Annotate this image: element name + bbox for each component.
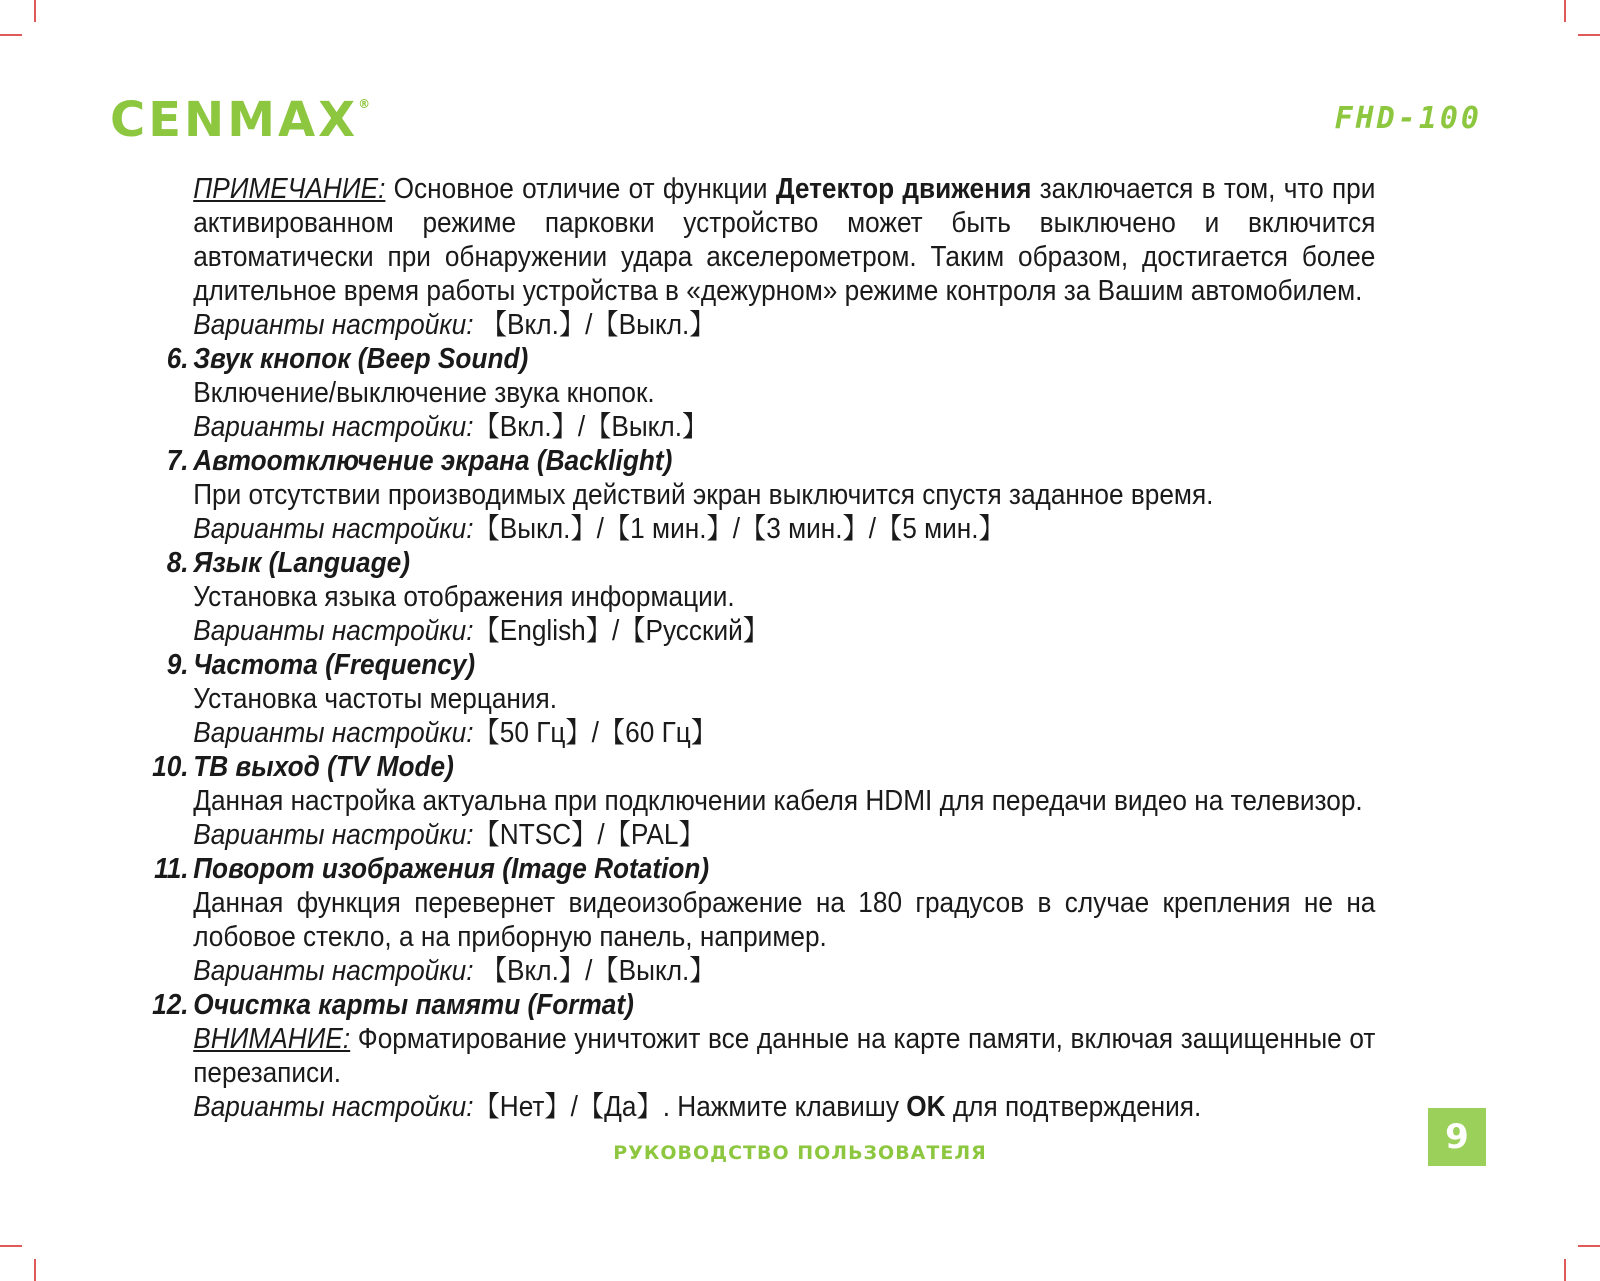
item-title: Автоотключение экрана (Backlight) [193, 445, 673, 477]
crop-mark [0, 34, 22, 36]
note-paragraph [138, 172, 1375, 308]
item-description: Данная настройка актуальна при подключении кабеля HDMI для передачи видео на телевизор. [193, 785, 1363, 817]
page-body [138, 172, 1375, 1124]
item-options [138, 614, 1375, 648]
options-label: Варианты настройки: [193, 819, 474, 851]
options-values: 【Вкл.】/【Выкл.】 [473, 955, 716, 987]
item-heading [138, 546, 1375, 580]
item-title: ТВ выход (TV Mode) [193, 751, 454, 783]
crop-mark [34, 1259, 36, 1281]
options-values: 【NTSC】/【PAL】 [473, 819, 705, 851]
page-number: 9 [1428, 1108, 1486, 1166]
item-options [138, 512, 1375, 546]
crop-mark [1578, 34, 1600, 36]
options-label: Варианты настройки: [193, 309, 474, 341]
confirm-text: для подтверждения. [945, 1091, 1202, 1123]
crop-mark [1578, 1245, 1600, 1247]
note-options [138, 308, 1375, 342]
item-description: Данная функция перевернет видеоизображение на 180 градусов в случае крепления не на лобовое стекло, а на приборную панель, например. [193, 887, 1376, 953]
options-label: Варианты настройки: [193, 955, 474, 987]
item-number: 8. [166, 547, 189, 579]
ok-key: OK [906, 1091, 946, 1123]
crop-mark [0, 1245, 22, 1247]
item-number: 6. [166, 343, 189, 375]
item-title: Поворот изображения (Image Rotation) [193, 853, 710, 885]
item-description: Установка частоты мерцания. [193, 683, 558, 715]
item-heading [138, 852, 1375, 886]
note-bold-term: Детектор движения [775, 173, 1032, 205]
options-values: 【Нет】/【Да】. Нажмите клавишу [473, 1091, 907, 1123]
item-title: Частота (Frequency) [193, 649, 476, 681]
logo-text: CENMAX [110, 92, 359, 148]
item-number: 11. [154, 853, 189, 885]
item-title: Язык (Language) [193, 547, 410, 579]
options-label: Варианты настройки: [193, 513, 474, 545]
model-name: FHD-100 [1334, 101, 1482, 136]
item-heading [138, 750, 1375, 784]
footer-title: РУКОВОДСТВО ПОЛЬЗОВАТЕЛЯ [613, 1142, 987, 1164]
item-title: Звук кнопок (Beep Sound) [193, 343, 529, 375]
item-heading [138, 444, 1375, 478]
options-label: Варианты настройки: [193, 615, 474, 647]
note-text-before: Основное отличие от функции [385, 173, 776, 205]
item-description: Установка языка отображения информации. [193, 581, 735, 613]
item-heading [138, 988, 1375, 1022]
item-description: Включение/выключение звука кнопок. [193, 377, 655, 409]
warning-label: ВНИМАНИЕ: [193, 1023, 351, 1055]
options-label: Варианты настройки: [193, 411, 474, 443]
crop-mark [34, 0, 36, 22]
item-options [138, 716, 1375, 750]
options-values: 【Вкл.】/【Выкл.】 [473, 309, 716, 341]
options-values: 【Вкл.】/【Выкл.】 [473, 411, 709, 443]
warning-paragraph [138, 1022, 1375, 1090]
crop-mark [1564, 0, 1566, 22]
item-number: 7. [166, 445, 189, 477]
options-values: 【50 Гц】/【60 Гц】 [473, 717, 718, 749]
item-title: Очистка карты памяти (Format) [193, 989, 634, 1021]
options-label: Варианты настройки: [193, 717, 474, 749]
item-options [138, 818, 1375, 852]
note-label: ПРИМЕЧАНИЕ: [193, 173, 386, 205]
item-number: 12. [152, 989, 189, 1021]
item-options [138, 1090, 1375, 1124]
options-values: 【Выкл.】/【1 мин.】/【3 мин.】/【5 мин.】 [473, 513, 1005, 545]
item-heading [138, 342, 1375, 376]
options-label: Варианты настройки: [193, 1091, 474, 1123]
options-values: 【English】/【Русский】 [473, 615, 769, 647]
item-number: 10. [152, 751, 189, 783]
warning-text: Форматирование уничтожит все данные на карте памяти, включая защищенные от перезаписи. [193, 1023, 1376, 1089]
item-options [138, 410, 1375, 444]
note-text-after: заключается в том, что при активированном режиме парковки устройство может быть выключено и включится автоматически при обнаружении удара акселерометром. Таким образом, достигается более длительное время работы устройства в «дежурном» режиме контроля за Вашим автомобилем. [193, 173, 1376, 307]
brand-logo [110, 92, 371, 148]
item-options [138, 954, 1375, 988]
item-heading [138, 648, 1375, 682]
registered-mark: ® [358, 97, 371, 111]
item-description: При отсутствии производимых действий экран выключится спустя заданное время. [193, 479, 1214, 511]
crop-mark [1564, 1259, 1566, 1281]
item-number: 9. [166, 649, 189, 681]
